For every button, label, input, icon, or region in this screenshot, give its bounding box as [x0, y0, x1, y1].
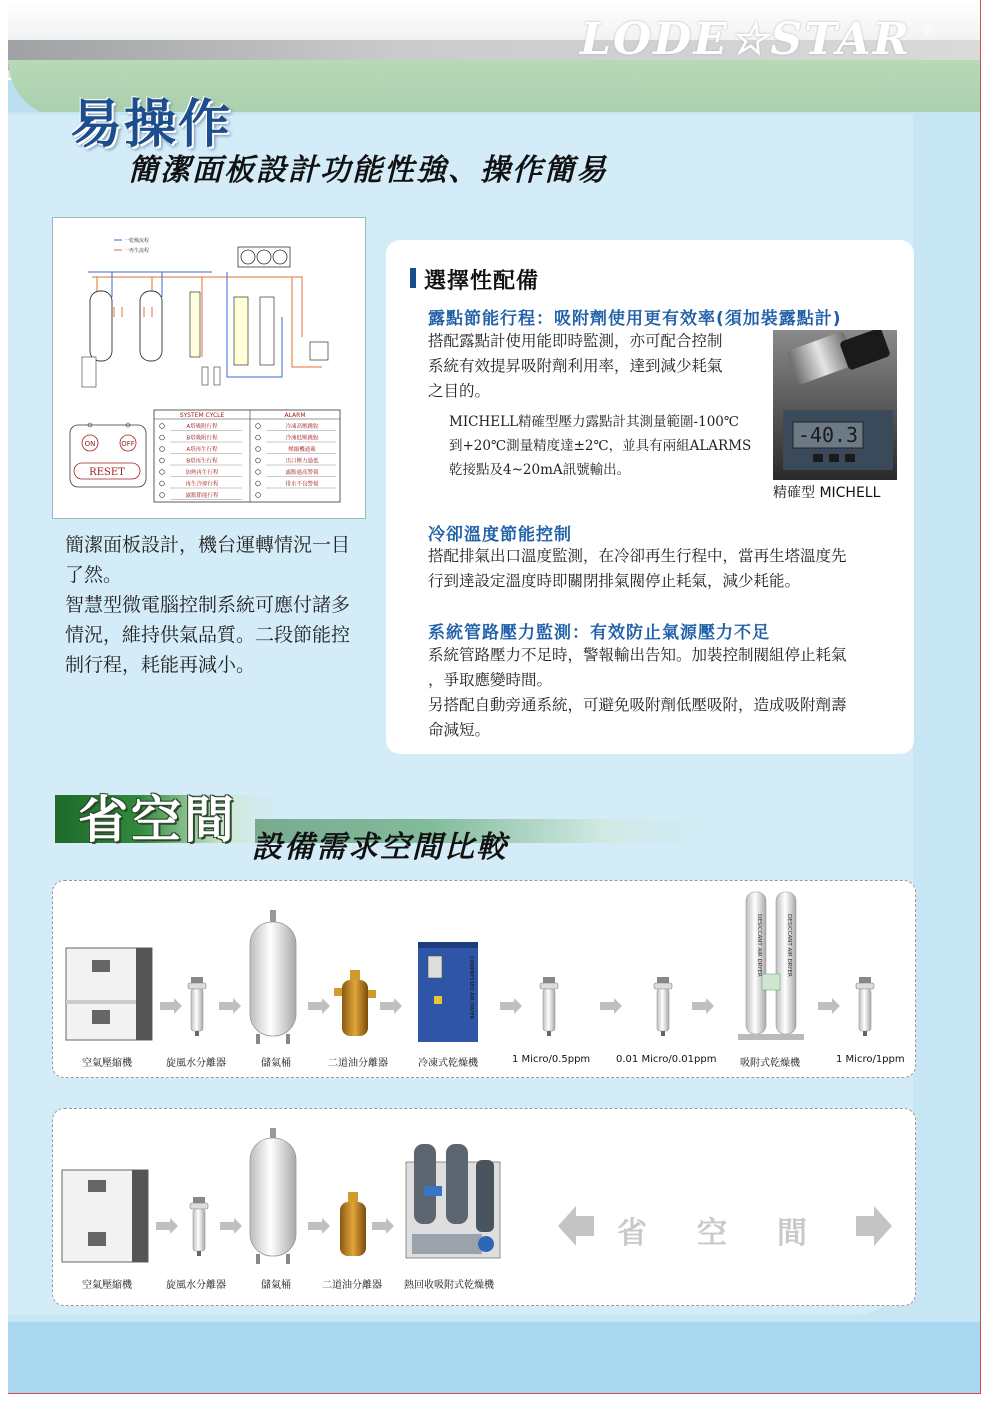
row1-equipment-svg — [52, 880, 914, 1076]
row1-label-oil-separator: 二道油分離器 — [328, 1058, 388, 1069]
meter-reading: -40.3 — [797, 423, 859, 447]
pressure-body-line: ，爭取應變時間。 — [428, 671, 553, 689]
footer-band — [8, 1322, 980, 1393]
meter-caption: 精確型 MICHELL — [773, 485, 881, 501]
alarm-header: ALARM — [284, 412, 306, 419]
row1-vertical-0: COMPRESSED AIR DRYER — [468, 956, 474, 1019]
dewpoint-body-line: 之目的。 — [428, 382, 491, 400]
dewpoint-body-line: 系統有效提昇吸附劑利用率，達到減少耗氣 — [428, 357, 723, 375]
option-pressure-heading: 系統管路壓力監測：有效防止氣源壓力不足 — [428, 623, 770, 643]
cycle-label: B塔吸附行程 — [186, 435, 218, 442]
cooling-body-line: 搭配排氣出口溫度監測，在冷卻再生行程中，當再生塔溫度先 — [428, 547, 847, 565]
panel-text-1: 簡潔面板設計，機台運轉情況一目了然。 — [65, 534, 351, 586]
pressure-body-line: 另搭配自動旁通系統，可避免吸附劑低壓吸附，造成吸附劑壽 — [428, 696, 847, 714]
row1-label-desiccant-dryer: 吸附式乾燥機 — [740, 1058, 800, 1069]
alarm-label: 冷凍低壓跳脫 — [285, 435, 319, 442]
row2-label-compressor: 空氣壓縮機 — [82, 1280, 132, 1291]
cooling-body-line: 行到達設定溫度時即關閉排氣閥停止耗氣，減少耗能。 — [428, 572, 801, 590]
michell-dewpoint-meter-image — [773, 330, 897, 480]
frame-line — [980, 0, 981, 1393]
dewpoint-body-line: 搭配露點計使用能即時監測，亦可配合控制 — [428, 332, 723, 350]
row2-label-cyclone: 旋風水分離器 — [166, 1280, 226, 1291]
cycle-label: 露點節能行程 — [185, 493, 219, 499]
alarm-label: 露點過高警報 — [285, 470, 319, 476]
section-subtitle-easy: 簡潔面板設計功能性強、操作簡易 — [128, 153, 608, 188]
cycle-label: A塔吸附行程 — [186, 424, 218, 430]
section-title-easy: 易操作 — [70, 94, 233, 155]
option-pressure-body — [428, 643, 898, 743]
control-panel-svg — [52, 217, 364, 517]
pressure-body-line: 命減短。 — [428, 721, 491, 739]
row2-label-oil-separator: 二道油分離器 — [322, 1280, 382, 1291]
row2-equipment-svg — [52, 1108, 914, 1304]
pressure-body-line: 系統管路壓力不足時，警報輸出告知。加裝控制閥組停止耗氣 — [428, 646, 847, 664]
row2-label-tank: 儲氣桶 — [261, 1280, 291, 1291]
row1-label-filter-3: 1 Micro/1ppm — [836, 1054, 905, 1065]
save-space-char-1: 省 — [617, 1216, 647, 1251]
row1-vertical-1: DESICCANT AIR DRYER — [756, 914, 762, 977]
row1-label-filter-2: 0.01 Micro/0.01ppm — [616, 1054, 717, 1065]
option-cooling-body — [428, 544, 898, 594]
alarm-label: 冷凍高壓跳脫 — [285, 424, 319, 430]
michell-note-line: 乾接點及4~20mA訊號輸出。 — [449, 462, 631, 478]
legend-dry: 一乾燥流程 — [124, 238, 150, 244]
row1-label-tank: 儲氣桶 — [261, 1058, 291, 1069]
michell-note — [449, 410, 769, 482]
reset-label: RESET — [89, 467, 125, 478]
save-space-char-3: 間 — [777, 1216, 807, 1251]
alarm-label: 壓縮機過載 — [288, 447, 316, 453]
alarm-label: 排水不良警報 — [285, 481, 319, 488]
cycle-label: A塔再生行程 — [186, 447, 218, 453]
system-cycle-header: SYSTEM CYCLE — [179, 412, 225, 419]
option-dewpoint-heading: 露點節能行程：吸附劑使用更有效率(須加裝露點計) — [428, 309, 842, 329]
cycle-label: 加熱再生行程 — [185, 470, 219, 476]
row1-label-compressor: 空氣壓縮機 — [82, 1058, 132, 1069]
row1-label-filter-1: 1 Micro/0.5ppm — [512, 1054, 591, 1065]
section-title-save-space: 省空間 — [78, 790, 237, 849]
frame-bottom — [8, 1393, 981, 1394]
registered-mark: ® — [922, 24, 935, 39]
row2-label-heat-recovery-dryer: 熱回收吸附式乾燥機 — [404, 1280, 494, 1291]
michell-note-line: 到+20℃測量精度達±2℃，並具有兩組ALARMS — [449, 438, 752, 454]
legend-regen: 一再生流程 — [124, 248, 150, 254]
alarm-label: 出口壓力過低 — [285, 458, 319, 465]
panel-description — [65, 530, 365, 680]
on-label: ON — [84, 440, 96, 448]
cycle-label: B塔再生行程 — [186, 458, 218, 465]
row1-label-cyclone: 旋風水分離器 — [166, 1058, 226, 1069]
row1-vertical-2: DESICCANT AIR DRYER — [786, 914, 792, 977]
cycle-label: 再生冷卻行程 — [185, 481, 219, 488]
michell-note-line: MICHELL精確型壓力露點計其測量範圍-100℃ — [449, 414, 739, 430]
options-title: 選擇性配備 — [424, 269, 540, 294]
section-subtitle-save-space: 設備需求空間比較 — [252, 830, 508, 865]
option-dewpoint-body — [428, 329, 763, 404]
save-space-char-2: 空 — [697, 1216, 727, 1251]
off-label: OFF — [121, 440, 135, 448]
option-cooling-heading: 冷卻溫度節能控制 — [428, 525, 572, 545]
brand-logo: LODE☆STAR — [580, 14, 912, 65]
panel-text-2: 智慧型微電腦控制系統可應付諸多情況，維持供氣品質。二段節能控制行程，耗能再減小。 — [65, 594, 351, 676]
options-title-bar — [410, 268, 416, 288]
row1-label-refrigerated-dryer: 冷凍式乾燥機 — [418, 1058, 478, 1069]
